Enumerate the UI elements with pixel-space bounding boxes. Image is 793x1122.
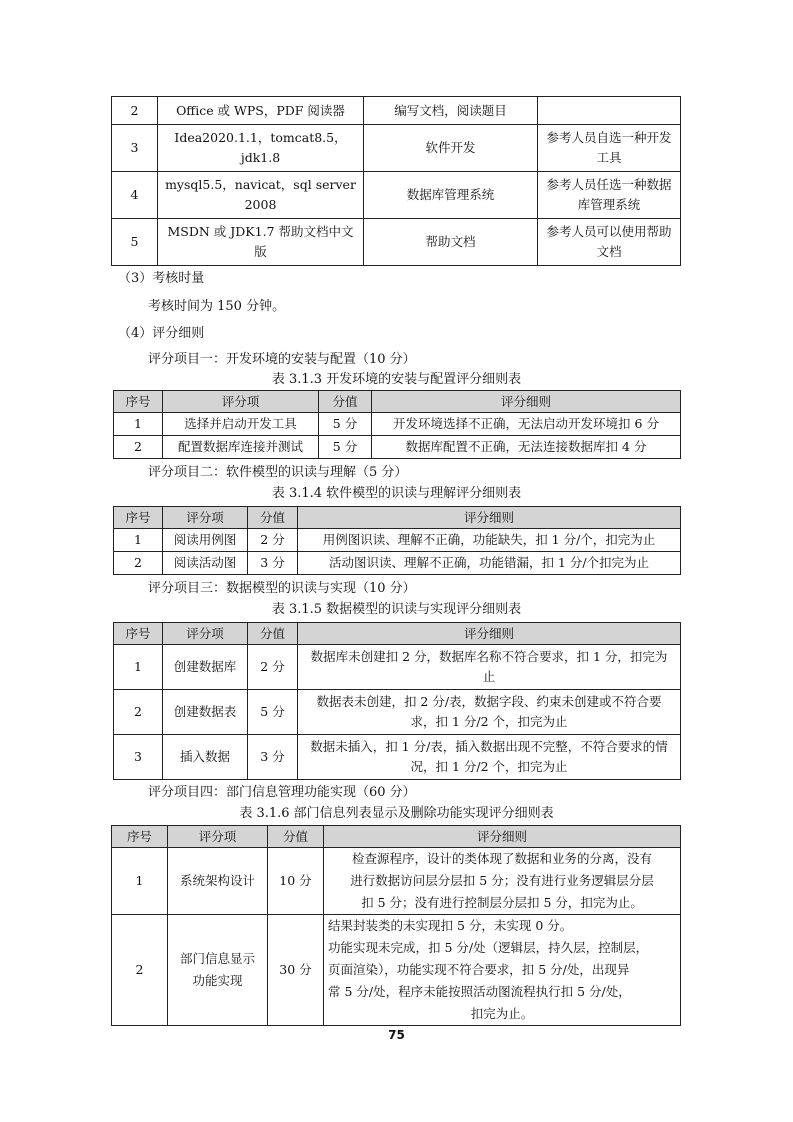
item-cell: 配置数据库连接并测试 xyxy=(163,436,319,459)
table-row xyxy=(114,690,681,735)
item-cell: 阅读用例图 xyxy=(163,529,248,552)
detail-line: 结果封装类的未实现扣 5 分，未实现 0 分。 xyxy=(328,918,573,933)
item-cell: 创建数据表 xyxy=(163,690,248,735)
header-cell: 序号 xyxy=(114,507,163,529)
item1-title: 评分项目一：开发环境的安装与配置（10 分） xyxy=(148,352,416,367)
use-cell: 软件开发 xyxy=(364,125,538,172)
row-number: 2 xyxy=(114,690,163,735)
item2-table xyxy=(113,506,681,575)
header-cell: 分值 xyxy=(268,826,324,848)
row-number: 5 xyxy=(112,219,158,266)
row-number: 1 xyxy=(114,645,163,690)
header-cell: 分值 xyxy=(248,507,298,529)
item4-table xyxy=(111,825,681,1026)
item-line: 部门信息显示 xyxy=(179,951,255,966)
detail-cell: 开发环境选择不正确，无法启动开发环境扣 6 分 xyxy=(372,413,681,436)
item-line: 功能实现 xyxy=(192,973,243,988)
note-cell xyxy=(538,97,681,125)
software-cell: Idea2020.1.1，tomcat8.5，jdk1.8 xyxy=(158,125,364,172)
table-row xyxy=(114,645,681,690)
detail-line: 常 5 分/处，程序未能按照活动图流程执行扣 5 分/处， xyxy=(328,984,631,999)
detail-cell: 数据表未创建，扣 2 分/表，数据字段、约束未创建或不符合要求，扣 1 分/2 个，扣完为止 xyxy=(298,690,681,735)
header-cell: 评分细则 xyxy=(324,826,681,848)
item3-table xyxy=(113,622,681,780)
item-cell: 系统架构设计 xyxy=(168,848,268,915)
detail-line: 进行数据访问层分层扣 5 分；没有进行业务逻辑层分层 xyxy=(350,873,654,888)
row-number: 4 xyxy=(112,172,158,219)
row-number: 3 xyxy=(114,735,163,780)
detail-cell: 数据库未创建扣 2 分，数据库名称不符合要求，扣 1 分，扣完为止 xyxy=(298,645,681,690)
item3-caption: 表 3.1.5 数据模型的识读与实现评分细则表 xyxy=(271,602,522,617)
item2-title: 评分项目二：软件模型的识读与理解（5 分） xyxy=(148,465,408,480)
header-cell: 评分项 xyxy=(163,391,319,413)
header-cell: 评分细则 xyxy=(298,623,681,645)
table-row xyxy=(114,529,681,552)
score-cell: 30 分 xyxy=(268,915,324,1026)
note-cell: 参考人员可以使用帮助文档 xyxy=(538,219,681,266)
row-number: 2 xyxy=(112,97,158,125)
table-row xyxy=(112,172,681,219)
header-cell: 评分细则 xyxy=(298,507,681,529)
table-header-row xyxy=(114,391,681,413)
item-cell: 创建数据库 xyxy=(163,645,248,690)
env-table xyxy=(111,96,681,266)
note-cell: 参考人员自选一种开发工具 xyxy=(538,125,681,172)
note-cell: 参考人员任选一种数据库管理系统 xyxy=(538,172,681,219)
detail-line: 检查源程序，设计的类体现了数据和业务的分离，没有 xyxy=(351,851,652,866)
header-cell: 评分细则 xyxy=(372,391,681,413)
table-row xyxy=(112,125,681,172)
time-text: 考核时间为 150 分钟。 xyxy=(148,299,286,314)
row-number: 2 xyxy=(112,915,168,1026)
table-header-row xyxy=(112,826,681,848)
detail-cell: 数据未插入，扣 1 分/表，插入数据出现不完整，不符合要求的情况，扣 1 分/2 个，扣完为止 xyxy=(298,735,681,780)
row-number: 2 xyxy=(114,436,163,459)
header-cell: 评分项 xyxy=(163,623,248,645)
header-cell: 序号 xyxy=(114,623,163,645)
score-cell: 5 分 xyxy=(248,690,298,735)
header-cell: 序号 xyxy=(114,391,163,413)
software-cell: Office 或 WPS，PDF 阅读器 xyxy=(158,97,364,125)
use-cell: 帮助文档 xyxy=(364,219,538,266)
item3-title: 评分项目三：数据模型的识读与实现（10 分） xyxy=(148,581,416,596)
score-cell: 5 分 xyxy=(319,436,372,459)
table-row xyxy=(114,436,681,459)
table-row xyxy=(114,552,681,575)
table-row xyxy=(114,413,681,436)
item4-caption: 表 3.1.6 部门信息列表显示及删除功能实现评分细则表 xyxy=(239,806,554,821)
score-cell: 5 分 xyxy=(319,413,372,436)
item4-title: 评分项目四：部门信息管理功能实现（60 分） xyxy=(148,785,416,800)
table-row xyxy=(112,97,681,125)
row-number: 1 xyxy=(114,413,163,436)
table-row xyxy=(112,848,681,915)
detail-cell xyxy=(324,915,681,1026)
table-row xyxy=(112,915,681,1026)
score-cell: 10 分 xyxy=(268,848,324,915)
header-cell: 评分项 xyxy=(168,826,268,848)
table-row xyxy=(114,735,681,780)
item1-caption: 表 3.1.3 开发环境的安装与配置评分细则表 xyxy=(271,372,522,387)
table-header-row xyxy=(114,507,681,529)
software-cell: MSDN 或 JDK1.7 帮助文档中文版 xyxy=(158,219,364,266)
detail-line: 扣完为止。 xyxy=(470,1006,534,1021)
header-cell: 分值 xyxy=(319,391,372,413)
use-cell: 编写文档，阅读题目 xyxy=(364,97,538,125)
item-cell: 阅读活动图 xyxy=(163,552,248,575)
detail-line: 扣 5 分；没有进行控制层分层扣 5 分，扣完为止。 xyxy=(361,895,643,910)
table-header-row xyxy=(114,623,681,645)
score-cell: 2 分 xyxy=(248,645,298,690)
item-cell: 选择并启动开发工具 xyxy=(163,413,319,436)
item-cell: 插入数据 xyxy=(163,735,248,780)
row-number: 3 xyxy=(112,125,158,172)
detail-line: 页面渲染），功能实现不符合要求，扣 5 分/处，出现异 xyxy=(328,962,630,977)
table-row xyxy=(112,219,681,266)
header-cell: 分值 xyxy=(248,623,298,645)
section-heading-scoring: （4）评分细则 xyxy=(118,326,205,341)
section-heading-time: （3）考核时量 xyxy=(118,271,205,286)
header-cell: 序号 xyxy=(112,826,168,848)
item1-table xyxy=(113,390,681,459)
item2-caption: 表 3.1.4 软件模型的识读与理解评分细则表 xyxy=(271,486,522,501)
score-cell: 3 分 xyxy=(248,735,298,780)
page-number: 75 xyxy=(388,1028,405,1042)
detail-cell: 数据库配置不正确，无法连接数据库扣 4 分 xyxy=(372,436,681,459)
detail-cell xyxy=(324,848,681,915)
detail-cell: 用例图识读、理解不正确，功能缺失，扣 1 分/个，扣完为止 xyxy=(298,529,681,552)
row-number: 1 xyxy=(114,529,163,552)
detail-line: 功能实现未完成，扣 5 分/处（逻辑层，持久层，控制层， xyxy=(328,940,649,955)
row-number: 1 xyxy=(112,848,168,915)
header-cell: 评分项 xyxy=(163,507,248,529)
software-cell: mysql5.5，navicat，sql server 2008 xyxy=(158,172,364,219)
row-number: 2 xyxy=(114,552,163,575)
detail-cell: 活动图识读、理解不正确，功能错漏，扣 1 分/个扣完为止 xyxy=(298,552,681,575)
score-cell: 2 分 xyxy=(248,529,298,552)
use-cell: 数据库管理系统 xyxy=(364,172,538,219)
item-cell xyxy=(168,915,268,1026)
score-cell: 3 分 xyxy=(248,552,298,575)
